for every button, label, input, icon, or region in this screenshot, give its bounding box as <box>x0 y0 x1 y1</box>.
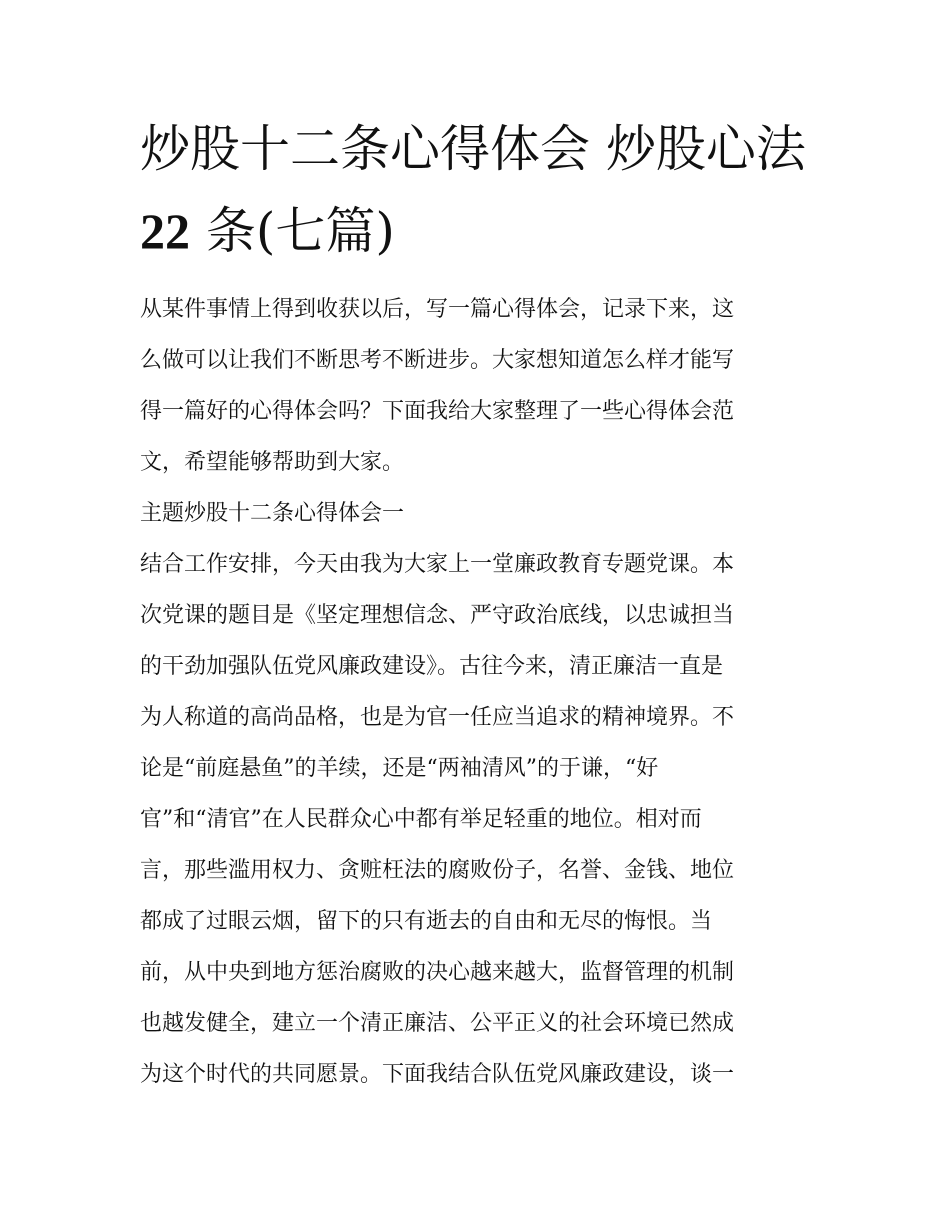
intro-line: 得一篇好的心得体会吗？下面我给大家整理了一些心得体会范 <box>140 399 735 424</box>
body-line: 都成了过眼云烟，留下的只有逝去的自由和无尽的悔恨。当 <box>140 909 713 934</box>
document-page <box>140 108 812 1100</box>
body-line: 为这个时代的共同愿景。下面我结合队伍党风廉政建设，谈一 <box>140 1062 735 1087</box>
body-line: 结合工作安排，今天由我为大家上一堂廉政教育专题党课。本 <box>140 552 735 577</box>
intro-line: 从某件事情上得到收获以后，写一篇心得体会，记录下来，这 <box>140 297 735 322</box>
body-line: 前，从中央到地方惩治腐败的决心越来越大，监督管理的机制 <box>140 960 735 985</box>
title-line-2: 条(七篇) <box>205 202 395 260</box>
body-line: 也越发健全，建立一个清正廉洁、公平正义的社会环境已然成 <box>140 1011 735 1036</box>
intro-line: 文，希望能够帮助到大家。 <box>140 450 405 475</box>
body-line: 次党课的题目是《坚定理想信念、严守政治底线，以忠诚担当 <box>140 603 735 628</box>
body-line: 论是“前庭悬鱼”的羊续，还是“两袖清风”的于谦，“好 <box>140 756 659 781</box>
body-line: 官”和“清官”在人民群众心中都有举足轻重的地位。相对而 <box>140 807 702 832</box>
section-heading: 主题炒股十二条心得体会一 <box>140 501 405 526</box>
body-line: 为人称道的高尚品格，也是为官一任应当追求的精神境界。不 <box>140 705 735 730</box>
title-line-1: 炒股十二条心得体会 炒股心法 <box>140 120 806 178</box>
body-line: 的干劲加强队伍党风廉政建设》。古往今来，清正廉洁一直是 <box>140 654 724 679</box>
document-title <box>140 108 812 272</box>
document-body <box>140 284 812 1100</box>
intro-line: 么做可以让我们不断思考不断进步。大家想知道怎么样才能写 <box>140 348 735 373</box>
title-number: 22 <box>140 203 190 259</box>
body-line: 言，那些滥用权力、贪赃枉法的腐败份子，名誉、金钱、地位 <box>140 858 735 883</box>
